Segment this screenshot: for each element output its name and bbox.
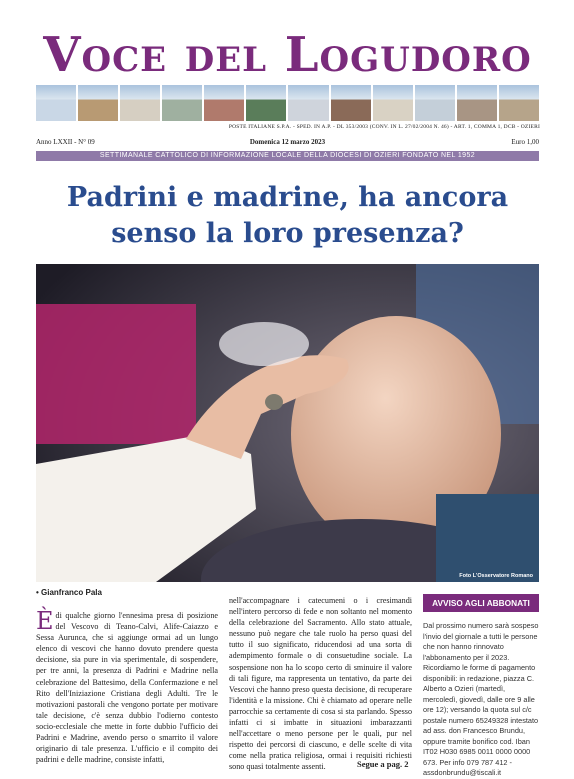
hero-illustration [36, 264, 539, 582]
headline: Padrini e madrine, ha ancora senso la loro presenza? [66, 182, 509, 249]
landmark-photo [162, 85, 202, 121]
article-text-1: di qualche giorno l'ennesima presa di posizione del Vescovo di Teano-Calvi, Alife-Caiazzo e Sessa Aurunca, che si aggiunge ormai ad un lungo elenco di vescovi che hanno dovuto prendere questa decisione, sia pure in via sperimentale, di sospendere, per tre anni, la presenza di Padrini e Madrine nella celebrazione del Battesimo, della Confermazione e nel Rito dell'Iniziazione Cristiana degli Adulti. Tre le motivazioni pastorali che vengono portate per motivare tale decisione, c'è senza dubbio l'odierno contesto socio-ecclesiale che mette in forte dubbio l'ufficio dei Padrini e Madrine, avendo perso o smarrito il valore originario di tale presenza. L'ufficio e il compito dei padrini e delle madrine, consiste infatti, [36, 611, 218, 765]
landmark-photo [36, 85, 76, 121]
newspaper-title: Voce del Logudoro [43, 27, 532, 83]
continued-link[interactable]: Segue a pag. 2 [357, 759, 409, 769]
notice-title: AVVISO AGLI ABBONATI [423, 594, 539, 612]
landmark-photo [457, 85, 497, 121]
masthead [36, 28, 539, 82]
landmark-photo [246, 85, 286, 121]
landmark-photo [120, 85, 160, 121]
article-text-2: nell'accompagnare i catecumeni o i cresimandi nell'intero percorso di fede e non soltanto nel momento della celebrazione del Sacramento. Allo stato attuale, nessuno può negare che tale ruolo ha perso quasi del tutto il suo significato, riducendosi ad una sorta di adempimento formale o di consuetudine sociale. La sospensione non ha lo scopo certo di sminuire il valore di tali figure, ma rappresenta un tentativo, da parte dei Vescovi che hanno preso questa decisione, di recuperare l'identità e la missione. Chi è chiamato ad operare nelle parrocchie sa certamente di cosa si sta parlando. Spesso infatti ci si imbatte in situazioni imbarazzanti nell'accettare o meno persone per le quali, pur nel rispetto dei percorsi di ciascuno, e delle scelte di vita come nella pratica religiosa, ormai i requisiti richiesti sono quasi totalmente assenti. [229, 596, 412, 772]
landmark-photo [373, 85, 413, 121]
issue-number: Anno LXXII - N° 09 [36, 138, 95, 146]
landmark-photo [288, 85, 328, 121]
hero-photo [36, 264, 539, 582]
article-column-2 [229, 595, 412, 773]
landmark-photo [78, 85, 118, 121]
issue-line [36, 138, 539, 148]
landmark-photo [499, 85, 539, 121]
photo-credit: Foto L'Osservatore Romano [459, 573, 533, 579]
landmark-photo [331, 85, 371, 121]
postal-info: POSTE ITALIANE S.P.A. - SPED. IN A.P. - DL 353/2003 (CONV. IN L. 27/02/2004 N. 46) - ART. 1, COMMA 1, DCB - OZIERI [228, 124, 540, 130]
byline: • Gianfranco Pala [36, 588, 102, 597]
tagline-band: SETTIMANALE CATTOLICO DI INFORMAZIONE LOCALE DELLA DIOCESI DI OZIERI FONDATO NEL 1952 [36, 151, 539, 161]
price: Euro 1,00 [511, 138, 539, 146]
landmark-photo [415, 85, 455, 121]
article-column-1 [36, 607, 218, 765]
photo-strip [36, 85, 539, 121]
landmark-photo [204, 85, 244, 121]
drop-cap: È [36, 607, 54, 635]
issue-date: Domenica 12 marzo 2023 [249, 138, 326, 146]
notice-text: Dal prossimo numero sarà sospeso l'invio del giornale a tutti le persone che non hanno rinnovato l'abbonamento per il 2023. Ricordiamo le forme di pagamento disponibili: in redazione, piazza C. Alberto a Ozieri (martedì, mercoledì, giovedì, dalle ore 9 alle ore 12); versando la quota sul c/c postale numero 65249328 intestato ad ass. don Francesco Brundu, oppure tramite bonifico cod. Iban IT02 H030 6985 0011 0000 0000 673. Per info 079 787 412 - assdonbrundu@tiscali.it [423, 621, 539, 777]
